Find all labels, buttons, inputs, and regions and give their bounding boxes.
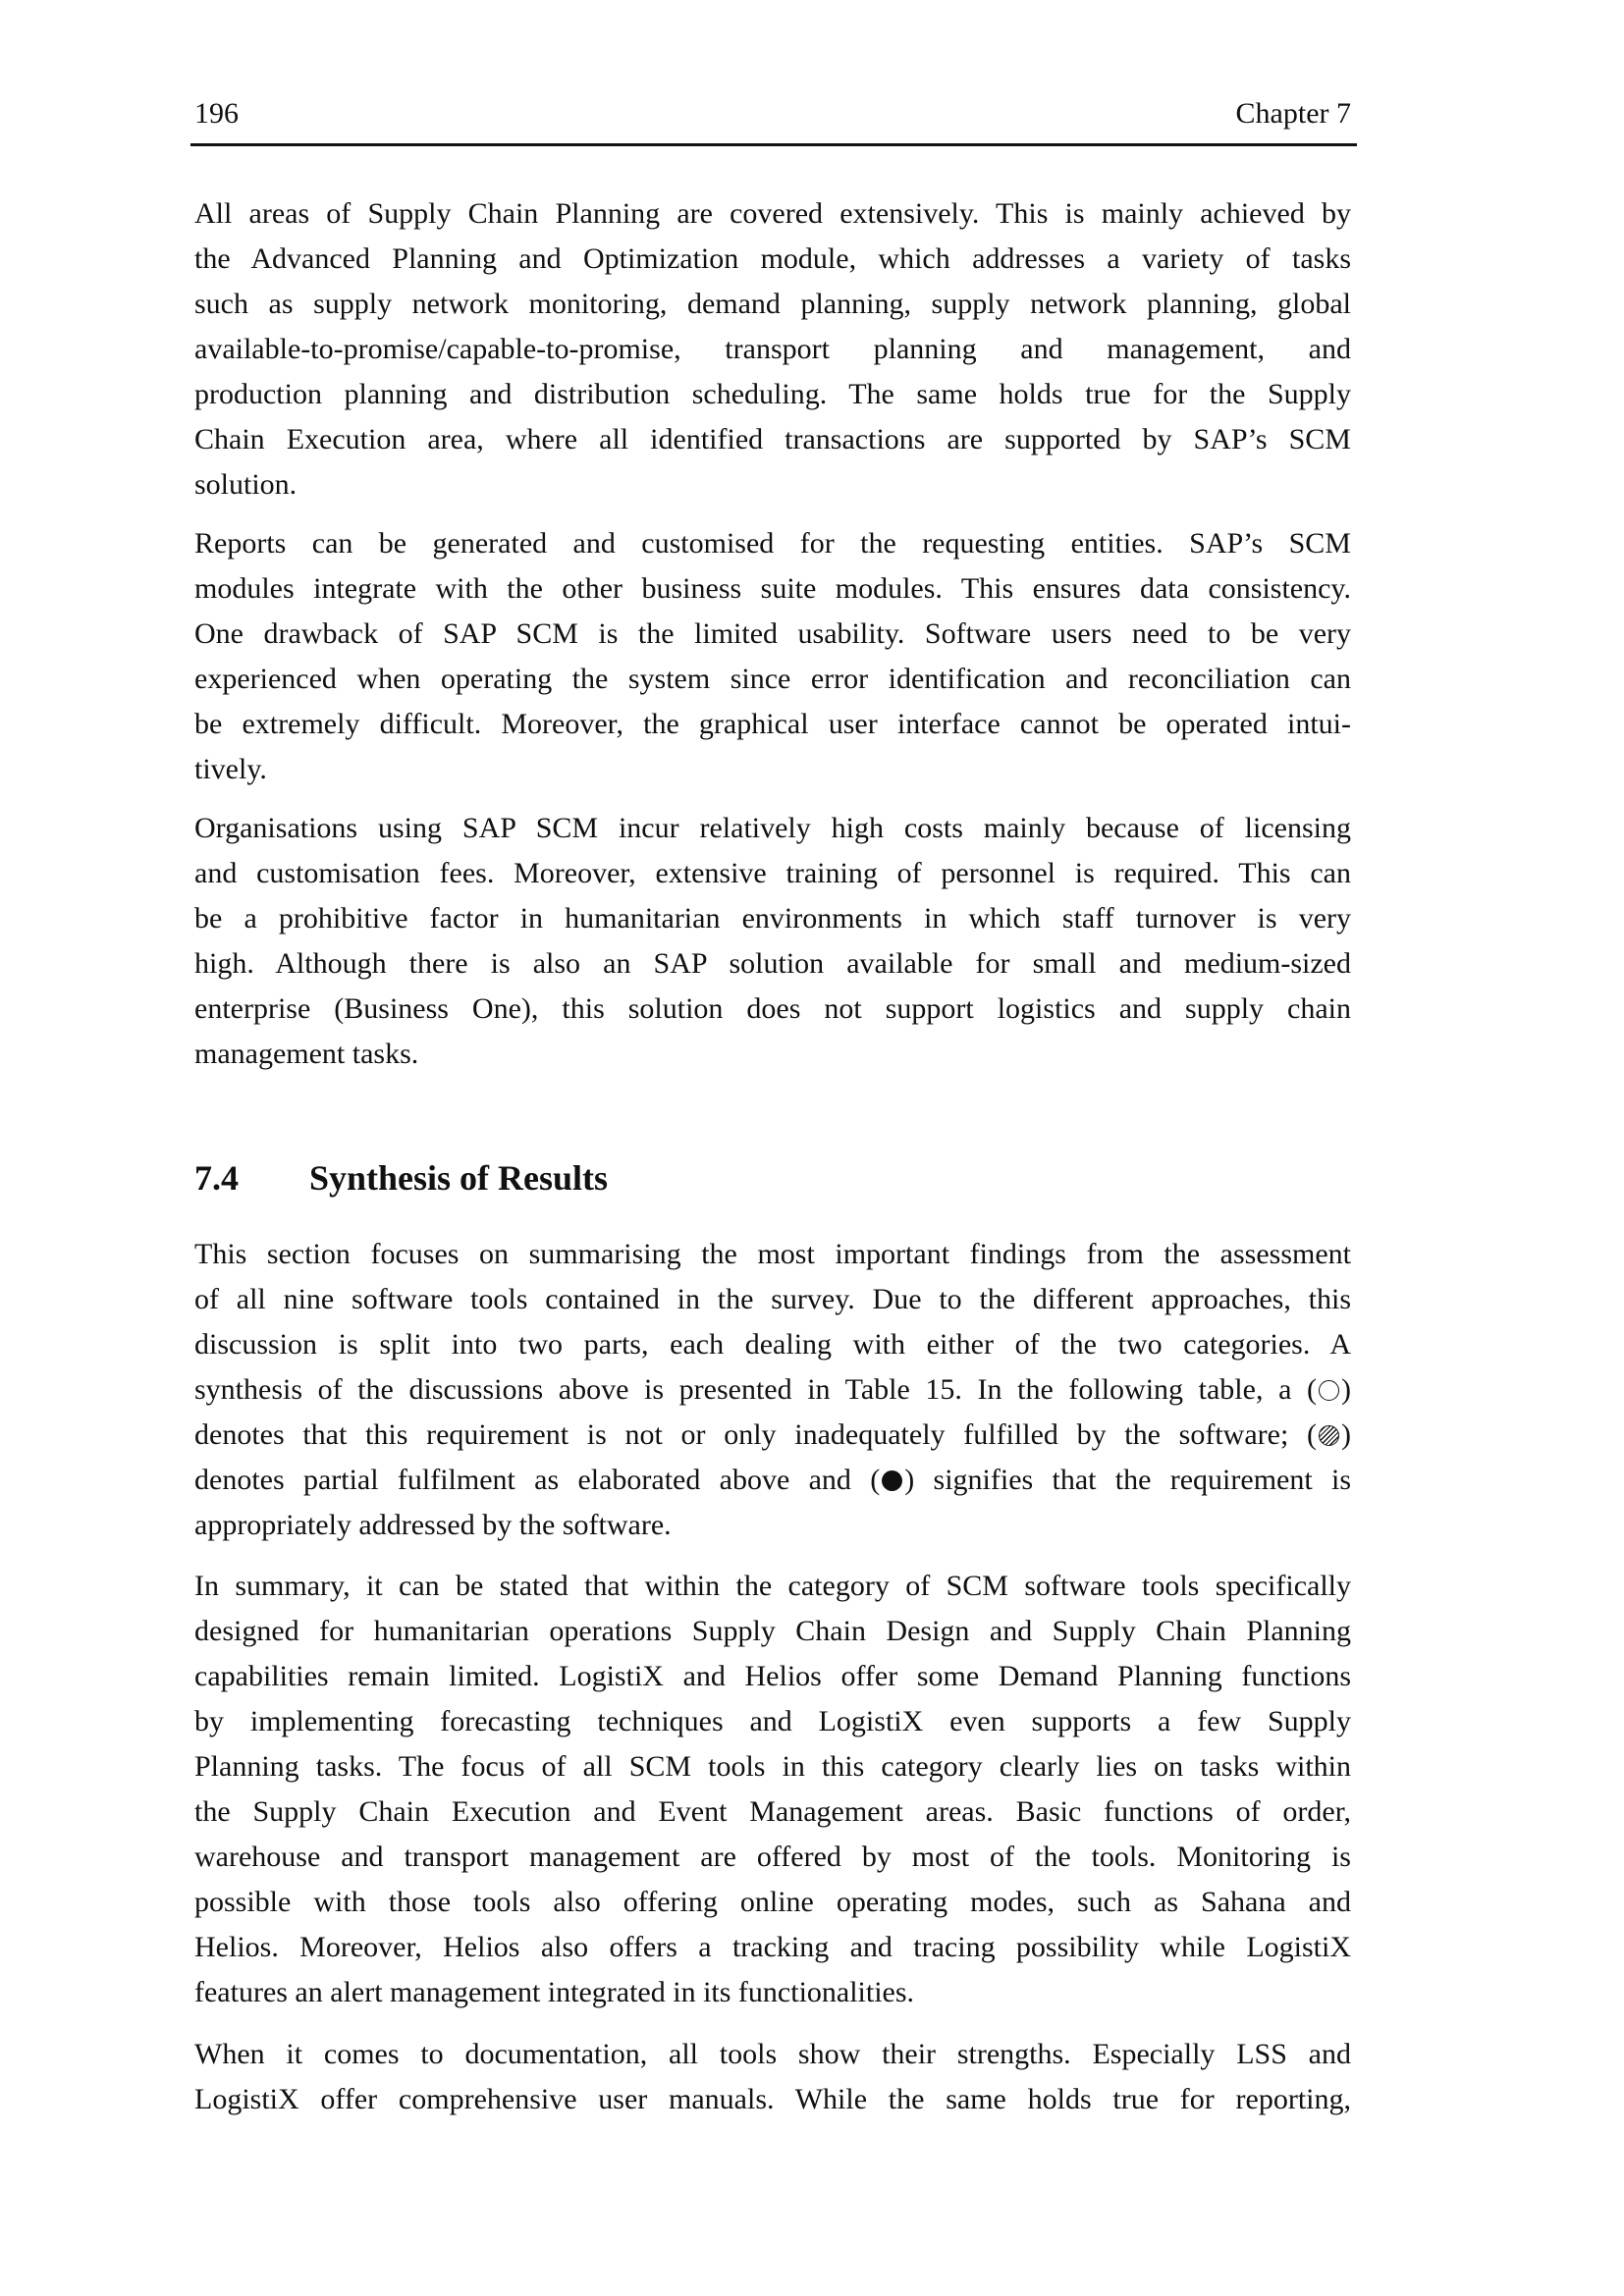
text-line: capabilities remain limited. LogistiX and Helios offer some Demand Planning functions — [194, 1660, 1351, 1692]
text-line-with-symbol — [194, 1415, 1351, 1455]
section-number: 7.4 — [194, 1158, 239, 1198]
header-rule — [190, 143, 1357, 146]
text-span: ) signifies that the requirement is — [904, 1464, 1351, 1496]
text-line: features an alert management integrated in its functionalities. — [194, 1976, 915, 2008]
text-line: high. Although there is also an SAP solution available for small and medium-sized — [194, 947, 1351, 980]
text-line: be extremely difficult. Moreover, the graphical user interface cannot be operated intui- — [194, 708, 1351, 740]
text-span: ) — [1341, 1418, 1351, 1451]
text-span: synthesis of the discussions above is presented in Table 15. In the following table, a ( — [194, 1373, 1317, 1406]
text-line: warehouse and transport management are offered by most of the tools. Monitoring is — [194, 1841, 1351, 1873]
text-span: denotes that this requirement is not or only inadequately fulfilled by the software; ( — [194, 1418, 1317, 1451]
running-header — [194, 94, 1351, 133]
text-line: and customisation fees. Moreover, extensive training of personnel is required. This can — [194, 857, 1351, 889]
text-line: solution. — [194, 468, 298, 501]
page-number: 196 — [194, 97, 239, 130]
text-line: When it comes to documentation, all tools show their strengths. Especially LSS and — [194, 2038, 1351, 2070]
text-span: denotes partial fulfilment as elaborated above and ( — [194, 1464, 881, 1496]
text-line: Reports can be generated and customised for the requesting entities. SAP’s SCM — [194, 527, 1351, 560]
text-line: the Advanced Planning and Optimization module, which addresses a variety of tasks — [194, 242, 1351, 275]
text-line: In summary, it can be stated that within the category of SCM software tools specifically — [194, 1570, 1351, 1602]
text-line: This section focuses on summarising the most important findings from the assessment — [194, 1238, 1351, 1270]
text-line: such as supply network monitoring, demand planning, supply network planning, global — [194, 288, 1351, 320]
text-line: tively. — [194, 753, 267, 785]
text-line: possible with those tools also offering online operating modes, such as Sahana and — [194, 1886, 1351, 1918]
text-line: of all nine software tools contained in the survey. Due to the different approaches, this — [194, 1283, 1351, 1315]
text-line: Chain Execution area, where all identified transactions are supported by SAP’s SCM — [194, 423, 1351, 455]
hatched-circle-icon — [1319, 1425, 1339, 1446]
text-line: be a prohibitive factor in humanitarian environments in which staff turnover is very — [194, 902, 1351, 934]
text-line: designed for humanitarian operations Supply Chain Design and Supply Chain Planning — [194, 1615, 1351, 1647]
text-line: All areas of Supply Chain Planning are covered extensively. This is mainly achieved by — [194, 197, 1351, 230]
text-line: One drawback of SAP SCM is the limited usability. Software users need to be very — [194, 617, 1351, 650]
text-line: LogistiX offer comprehensive user manuals. While the same holds true for reporting, — [194, 2083, 1351, 2115]
text-line: by implementing forecasting techniques and LogistiX even supports a few Supply — [194, 1705, 1351, 1737]
text-line: production planning and distribution scheduling. The same holds true for the Supply — [194, 378, 1351, 410]
section-title: Synthesis of Results — [309, 1158, 609, 1198]
text-line: the Supply Chain Execution and Event Management areas. Basic functions of order, — [194, 1795, 1351, 1828]
text-line: discussion is split into two parts, each dealing with either of the two categories. A — [194, 1328, 1351, 1361]
text-line: appropriately addressed by the software. — [194, 1509, 672, 1541]
text-line: management tasks. — [194, 1038, 419, 1070]
text-line: enterprise (Business One), this solution does not support logistics and supply chain — [194, 992, 1351, 1025]
empty-circle-icon — [1319, 1380, 1339, 1401]
text-line-with-symbol — [194, 1461, 1351, 1500]
text-line: Helios. Moreover, Helios also offers a tracking and tracing possibility while LogistiX — [194, 1931, 1351, 1963]
text-line-with-symbol — [194, 1370, 1351, 1410]
text-line: Planning tasks. The focus of all SCM tools in this category clearly lies on tasks within — [194, 1750, 1351, 1783]
text-line: Organisations using SAP SCM incur relatively high costs mainly because of licensing — [194, 812, 1351, 844]
chapter-label: Chapter 7 — [1235, 97, 1351, 130]
text-line: experienced when operating the system since error identification and reconciliation can — [194, 663, 1351, 695]
text-line: modules integrate with the other business suite modules. This ensures data consistency. — [194, 572, 1351, 605]
text-span: ) — [1341, 1373, 1351, 1406]
filled-circle-icon — [882, 1470, 902, 1491]
text-line: available-to-promise/capable-to-promise, transport planning and management, and — [194, 333, 1351, 365]
